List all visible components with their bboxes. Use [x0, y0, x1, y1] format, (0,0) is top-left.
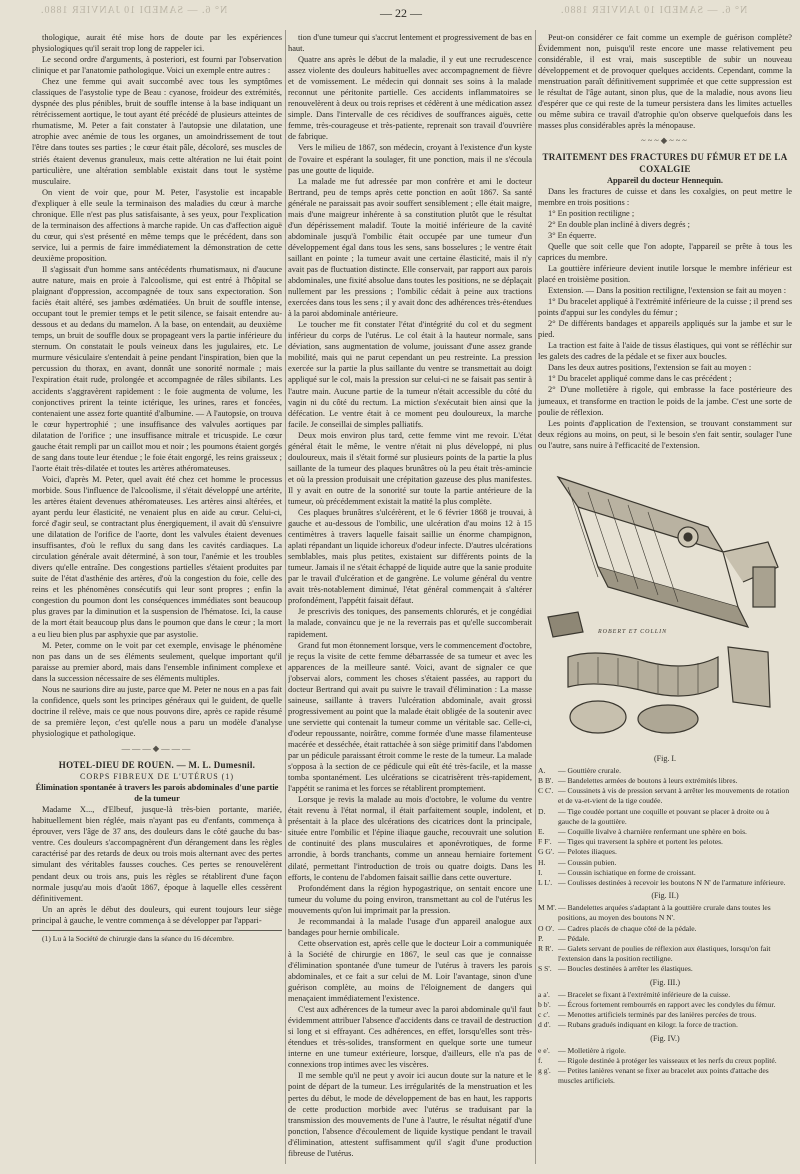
paragraph: Deux mois environ plus tard, cette femme vint me revoir. L'état général était le même, le ventre n'était ni plus développé, ni plus douloureux, mais il s'était formé sur plusieurs points de la partie la plus saillante de la tumeur des plaques brunâtres où la peu était très-amincie et où la pression produisait une crépitation gazeuse des plus manifestes. Il y avait en outre de la sonorité sur toute la partie antérieure de la tumeur, où précédemment existait la matité la plus complète. — [288, 430, 532, 506]
paragraph: 3° En équerre. — [548, 230, 597, 240]
legend-key: D. — [538, 806, 546, 816]
legend-key: M M'. — [538, 903, 557, 913]
legend-key: C C'. — [538, 786, 554, 796]
legend-key: g g'. — [538, 1066, 551, 1075]
paragraph: On vient de voir que, pour M. Peter, l'asystolie est incapable d'expliquer à elle seule la terminaison des maladies du cœur à marche chronique. Elle n'est pas plus satisfaisante, à ses yeux, pour l'explication de la terminaison des affections à marche rapide. Un cas d'affection aiguë du cœur, qui s'est présenté en même temps que le précédent, dans son service, lui a permis de faire immédiatement la démonstration de cette deuxième proposition. — [32, 187, 282, 263]
paragraph: tion d'une tumeur qui s'accrut lentement et progressivement de bas en haut. — [288, 33, 532, 54]
legend-text: — Coussin ischiatique en forme de croissant. — [558, 867, 696, 877]
paragraph: La gouttière inférieure devient inutile lorsque le membre inférieur est placé en troisième position. — [538, 263, 792, 284]
paragraph: Le toucher me fit constater l'état d'intégrité du col et du segment inférieur du corps de l'utérus. Le col était à la hauteur normale, sans déviation, sans augmentation de volume, jouissant d'une assez grande mobilité, mais qui ne parut cependant un peu restreinte. La pression exercée sur la partie la plus saillante du ventre se transmettait au doigt appliqué sur le col, mais la pression sur celui-ci ne se faisait pas sentir à l'autre main. Aucune partie de la tumeur n'était accessible du côté du vagin ni du côté du rectum. La miction s'exécutait bien ainsi que la défécation. Le ventre était à ce moment peu douloureux, la marche facile. Je conseillai de simples palliatifs. — [288, 320, 532, 429]
legend-key: H. — [538, 857, 546, 867]
paragraph: Ces plaques brunâtres s'ulcérèrent, et le 6 février 1868 je trouvai, à gauche et au-dessous de l'ombilic, une ulcération d'au moins 12 à 15 centimètres à travers laquelle faisait saillie un énorme champignon, aplati répandant un liquide ichoreux d'odeur infecte. D'autres ulcérations semblables, mais plus petites, existaient sur différents points de la tumeur. Jamais il ne s'était échappé de liquide autre que la sanie produite par le travail d'ulcération et de gangrène. Le volume général du ventre avait très-notablement diminué, l'état général commençait à s'altérer profondément, l'appétit faisait défaut. — [288, 508, 532, 606]
bleed-through-header: N° 6. — SAMEDI 10 JANVIER 1880. — [40, 5, 228, 16]
article-conclusion — [538, 32, 792, 131]
legend-key: d d'. — [538, 1020, 551, 1030]
legend-text: — Pédale. — [558, 933, 590, 943]
figure-legend — [538, 766, 792, 888]
legend-entry — [538, 964, 792, 974]
figure-legend — [538, 903, 792, 974]
section-subtitle: CORPS FIBREUX DE L'UTÉRUS (1) — [79, 772, 234, 782]
legend-entry — [538, 1056, 792, 1066]
legend-key: a a'. — [538, 989, 550, 999]
legend-text: — Galets servant de poulies de réflexion aux élastiques, lorsqu'on fait l'extension dans la position rectiligne. — [558, 944, 771, 964]
column-middle — [288, 32, 532, 1170]
paragraph: C'est aux adhérences de la tumeur avec la paroi abdominale qu'il faut évidemment attribuer l'absence d'accidents dans ce travail de destruction si long et si effrayant. Ces adhérences, en effet, lorsqu'elles sont très-étendues et très-solides, transforment en quelque sorte une tumeur interne en une tumeur extérieure, lorsque, d'ailleurs, elle n'a pas de connexions trop intimes avec les viscères. — [288, 1005, 532, 1070]
column-right — [538, 32, 792, 1170]
article-subtitle: Appareil du docteur Hennequin. — [606, 175, 724, 185]
article-body-continued — [288, 32, 532, 1159]
legend-text: — Pelotes iliaques. — [558, 847, 617, 857]
paragraph: Extension. — Dans la position rectiligne, l'extension se fait au moyen : — [548, 286, 787, 296]
legend-key: F F'. — [538, 837, 552, 847]
legend-key: c c'. — [538, 1010, 550, 1020]
section-title: HOTEL-DIEU DE ROUEN. — M. L. Dumesnil. — [58, 760, 256, 771]
engraver-credit: ROBERT ET COLLIN — [598, 628, 668, 635]
ornament-divider: ———◆——— — [121, 744, 193, 753]
paragraph: Madame X..., d'Elbeuf, jusque-là très-bien portante, mariée, habituellement bien réglée, mais n'ayant pas eu d'enfants, commença à éprouver, vers l'âge de 37 ans, des douleurs dans le côté gauche du bas-ventre. Ces douleurs s'accompagnèrent d'un dérangement dans les règles caractérisé par des retards de deux ou trois mois alternant avec des pertes simulant des véritables fausses couches. Ces pertes se renouvelèrent pendant deux ou trois ans, puis les règles se rétablirent d'une façon normale jusqu'au mois d'août 1867, époque à laquelle elles cessèrent définitivement. — [32, 805, 282, 903]
legend-key: P. — [538, 933, 544, 943]
legend-entry — [538, 858, 792, 868]
legend-text: — Cadres placés de chaque côté de la pédale. — [558, 923, 697, 933]
legend-key: S S'. — [538, 964, 552, 974]
legend-text: — Tiges qui traversent la sphère et portent les pelotes. — [558, 837, 723, 847]
legend-entry — [538, 1000, 792, 1010]
paragraph: 2° En double plan incliné à divers degrés ; — [548, 219, 690, 229]
figure-legend — [538, 990, 792, 1031]
legend-text: — Molletière à rigole. — [558, 1045, 626, 1055]
page-header — [0, 0, 800, 28]
paragraph: La traction est faite à l'aide de tissus élastiques, qui vont se réfléchir sur les galets des cadres de la pédale et se fixer aux boucles. — [538, 341, 792, 362]
legend-key: I. — [538, 867, 543, 877]
legend-entry — [538, 944, 792, 964]
paragraph: La malade me fut adressée par mon confrère et ami le docteur Bertrand, peu de temps après cette ponction en août 1867. Sa santé générale ne paraissait pas avoir souffert sensiblement ; elle était maigre, mais d'une maigreur inhérente à sa constitution plutôt que le résultat d'un dépérissement maladif. Toute la moitié inférieure de la cavité abdominale jusqu'à l'ombilic était occupée par une tumeur d'un développement égal dans tous les sens, sans bosselures ; le ventre était saillant en pointe ; la tumeur avait une certaine élasticité, mais il n'y avait pas de fluctuation distincte. Elle conservait, par rapport aux parois abdominales, une fixité absolue dans toutes les positions, ne se déplaçait nullement par les pressions ; l'ombilic cédait à peine aux tractions exercées dans tous les sens ; il y avait donc des adhérences très-étendues à la paroi abdominale antérieure. — [288, 176, 532, 319]
paragraph: 2° D'une molletière à rigole, qui embrasse la face postérieure des jumeaux, et transforme en traction le poids de la jambe. C'est une sorte de poulie de réflexion. — [538, 385, 792, 417]
legend-text: — Coussin pubien. — [558, 857, 617, 867]
legend-entry — [538, 924, 792, 934]
legend-text: — Bracelet se fixant à l'extrémité inférieure de la cuisse. — [558, 989, 731, 999]
paragraph: Un an après le début des douleurs, qui eurent toujours leur siège principal à gauche, le ventre commença à se développer par l'appari- — [32, 904, 282, 925]
legend-key: b b'. — [538, 999, 551, 1009]
article-body-peter — [32, 32, 282, 739]
legend-entry — [538, 776, 792, 786]
figure-caption: (Fig. II.) — [651, 891, 679, 901]
article-body-hennequin — [538, 186, 792, 451]
legend-key: R R'. — [538, 944, 554, 954]
legend-entry — [538, 1066, 792, 1086]
figure-caption: (Fig. I. — [654, 753, 676, 763]
legend-entry — [538, 903, 792, 923]
paragraph: Je prescrivis des toniques, des pansements chlorurés, et je congédiai la malade, convaincu que je ne la reverrais pas et qu'elle succomberait rapidement. — [288, 607, 532, 639]
legend-entry — [538, 1010, 792, 1020]
bleed-through-header: N° 6. — SAMEDI 10 JANVIER 1880. — [560, 5, 748, 16]
legend-text: — Petites lanières venant se fixer au bracelet aux points d'attache des muscles artificiels. — [558, 1066, 769, 1086]
legend-entry — [538, 766, 792, 776]
paragraph: Les points d'application de l'extension, se trouvant constamment sur deux régions au moins, on peut, si le besoin s'en fait sentir, soulager l'une ou l'autre, sans nuire à l'efficacité de l'extension. — [538, 418, 792, 450]
legend-entry — [538, 807, 792, 827]
legend-text: — Bandelettes armées de boutons à leurs extrémités libres. — [558, 775, 738, 785]
paragraph: Quatre ans après le début de la maladie, il y eut une recrudescence assez violente des douleurs habituelles avec accompagnement de fièvre et de vomissement. Le médecin qui donnait ses soins à la malade reconnut une péritonite partielle. Ces accidents inflammatoires se renouvelèrent à deux ou trois reprises et cédèrent à une médication assez simple. Dans l'intervalle de ces récidives de souffrances aiguës, cette femme, très-courageuse et très-patiente, reprenait son travail d'ouvrière de fabrique. — [288, 55, 532, 142]
column-rule — [535, 30, 536, 1164]
paragraph: 1° Du bracelet appliqué comme dans le cas précédent ; — [548, 374, 732, 384]
paragraph: Vers le milieu de 1867, son médecin, croyant à l'existence d'un kyste de l'ovaire et espérant la soulager, fit une ponction, mais il ne s'écoula pas une goutte de liquide. — [288, 143, 532, 175]
column-left — [32, 32, 282, 1170]
legend-key: O O'. — [538, 923, 555, 933]
legend-entry — [538, 934, 792, 944]
legend-text: — Tige coudée portant une coquille et pouvant se placer à droite ou à gauche de la gouttière. — [558, 806, 770, 826]
legend-text: — Coussinets à vis de pression servant à arrêter les mouvements de rotation et de va-et-vient de la tige coudée. — [558, 786, 790, 806]
paragraph: Dans les deux autres positions, l'extension se fait au moyen : — [548, 363, 752, 373]
page-number: — 22 — — [380, 6, 422, 20]
column-rule — [285, 30, 286, 1164]
paragraph: Nous ne saurions dire au juste, parce que M. Peter ne nous en a pas fait la confidence, quels sont les principes généraux qui le guident, de quelle doctrine il relève, mais ce que nous pouvons dire, après ce rapide résumé de sa première leçon, c'est qu'elle nous a paru un modèle d'analyse physiologique et pathologique. — [32, 684, 282, 738]
legend-key: G G'. — [538, 847, 555, 857]
legend-text: — Coulisses destinées à recevoir les boutons N N' de l'armature inférieure. — [558, 878, 786, 888]
footnote: (1) Lu à la Société de chirurgie dans la séance du 16 décembre. — [32, 930, 282, 944]
legend-text: — Rigole destinée à protéger les vaisseaux et les nerfs du creux poplité. — [558, 1055, 777, 1065]
article-body-dumesnil — [32, 804, 282, 926]
apparatus-engraving — [538, 457, 792, 747]
paragraph: Profondément dans la région hypogastrique, on sentait encore une tumeur du volume du poing environ, transmettant au col de l'utérus les mouvements qu'on lui imprimait par la pression. — [288, 883, 532, 915]
figure-caption: (Fig. III.) — [650, 977, 680, 987]
paragraph: 2° De différents bandages et appareils appliqués sur la jambe et sur le pied. — [538, 319, 792, 340]
paragraph: M. Peter, comme on le voit par cet exemple, envisage le phénomène non pas dans un de ses éléments seulement, quelque important qu'il paraisse au premier abord, mais dans l'ensemble infiniment complexe et dans la succession nécessaire de ses éléments multiples. — [32, 640, 282, 683]
legend-text: — Gouttière crurale. — [558, 765, 622, 775]
ornament-divider: ~~~◆~~~ — [641, 136, 689, 146]
legend-entry — [538, 837, 792, 847]
legend-text: — Bandelettes arquées s'adaptant à la gouttière crurale dans toutes les positions, au moyen des boutons N N'. — [558, 903, 771, 923]
paragraph: Quelle que soit celle que l'on adopte, l'appareil se prête à tous les caprices du membre. — [538, 241, 792, 262]
paragraph: Le second ordre d'arguments, à posteriori, est fourni par l'observation clinique et par l'anatomie pathologique. Voici un exemple entre autres : — [32, 55, 282, 76]
apparatus-illustration — [538, 457, 792, 747]
legend-text: — Rubans gradués indiquant en kilogr. la force de traction. — [558, 1020, 738, 1030]
paragraph: Voici, d'après M. Peter, quel avait été chez cet homme le processus morbide. Sous l'influence de l'alcoolisme, il s'était développé une artérite, les artères étaient devenues athéromateuses. Les artères ainsi altérées, et ayant perdu leur élasticité, ne venaient plus en aide au cœur. Celui-ci, forcé d'agir seul, se contractant plus énergiquement, il avait dû s'ensuivre une dilatation de l'orifice de l'aorte, dont les valvules étaient devenues insuffisantes, d'où le reflux du sang dans les cavités cardiaques. La circulation générale avait déterminé, à son tour, l'anémie et les troubles divers qu'elle entraîne. Des congestions partielles s'étaient produites par suite de l'état d'asthénie des artères, d'où la congestion du foie, celle des reins et les phénomènes consécutifs qui leur sont propres ; enfin la congestion du poumon dont les conséquences immédiates sont beaucoup plus graves par la diminution et la suspension de l'hématose. Ici, la cause de la mort était beaucoup plus dans le poumon que dans le cœur ; la mort a eu lieu bien plus par asphyxie que par asystolie. — [32, 474, 282, 639]
legend-key: B B'. — [538, 775, 554, 785]
figure-legend — [538, 1046, 792, 1087]
paragraph: Je recommandai à la malade l'usage d'un appareil analogue aux bandages pour hernie ombilicale. — [288, 916, 532, 937]
legend-key: E. — [538, 827, 545, 836]
legend-entry — [538, 1046, 792, 1056]
legend-key: A. — [538, 765, 546, 775]
paragraph: thologique, aurait été mise hors de doute par les expériences physiologiques qu'il serait trop long de rappeler ici. — [32, 33, 282, 54]
figure-caption: (Fig. IV.) — [650, 1033, 680, 1043]
paragraph: Lorsque je revis la malade au mois d'octobre, le volume du ventre était revenu à l'état normal, il était parfaitement souple, indolent, et présentait à la place des ulcérations des cicatrices dont la principale, située entre l'ombilic et l'épine iliaque gauche, recouvrait une solution de continuité des plans musculaires et aponévrotiques, de forme arrondie, à bords tranchants, comme un anneau herniaire fortement dilaté, permettant l'introduction de trois ou quatre doigts. Dans les efforts, le contenu de l'abdomen faisait saillie dans cette ouverture. — [288, 795, 532, 882]
legend-entry — [538, 1020, 792, 1030]
paragraph: 1° En position rectiligne ; — [548, 208, 635, 218]
legend-key: f. — [538, 1055, 543, 1065]
legend-key: e e'. — [538, 1045, 550, 1055]
section-subhead: Élimination spontanée à travers les parois abdominales d'une partie de la tumeur — [35, 783, 279, 804]
paragraph: Il s'agissait d'un homme sans antécédents rhumatismaux, ni d'aucune autre nature, mais en proie à l'alcoolisme, qui est entré à l'hôpital se plaignant d'oppression, accompagnée de toux sans expectoration. Son faciès était altéré, ses jambes œdématiées. Un bruit de souffle intense, occupant tout le premier temps et le petit silence, se faisait entendre au-dessous et au dedans du mamelon. A la base, on entendait, au deuxième temps, un bruit de souffle doux se propageant vers la partie inférieure du sternum. On constatait le pouls veineux dans les jugulaires, etc. Le murmure vésiculaire s'entendait à peine pendant l'inspiration, bien que la percussion du thorax, en avant, donnât une sonorité normale ; mais l'expiration était rude, prolongée et accompagnée de râles sibilants. Les accidents s'aggravèrent rapidement : le foie augmenta de volume, les conjonctives prirent la teinte ictérique, les urines, rares et foncées, contenaient une assez forte quantité d'albumine. — A l'autopsie, on trouva le cœur hypertrophié ; une insuffisance des valvules aortiques par dilatation de l'orifice ; une insuffisance mitrale et tricuspide. Le cœur gauche était rempli par un caillot mou et noir ; les poumons étaient gorgés de sang dans toute leur étendue ; le foie était engorgé, les reins graisseux ; l'aorte était très-dilatée et toutes les artères athéromateuses. — [32, 264, 282, 473]
paragraph: 1° Du bracelet appliqué à l'extrémité inférieure de la cuisse ; il prend ses points d'appui sur les condyles du fémur ; — [538, 297, 792, 318]
paragraph: Cette observation est, après celle que le docteur Loir a communiquée à la Société de chirurgie en 1867, le seul cas que je connaisse d'élimination spontanée d'une tumeur de l'utérus à travers les parois abdominales, et ce fait a sur celui de M. Loir l'avantage, sinon d'une guérison complète, au moins de l'éloignement de dangers qui menaçaient immédiatement l'existence. — [288, 938, 532, 1004]
legend-text: — Boucles destinées à arrêter les élastiques. — [558, 964, 693, 974]
paragraph: Grand fut mon étonnement lorsque, vers le commencement d'octobre, je reçus la visite de cette femme débarrassée de sa tumeur et avec les apparences de la meilleure santé. Voici, avant de signaler ce que j'observai alors, comment les choses s'étaient passées, au rapport du docteur Bertrand qui avait pu suivre le travail d'élimination : La masse saineuse, saillante à travers l'ulcération abdominale, avait grossi progressivement au point que la malade était obligée de la soutenir avec une serviette qui contenait la tumeur comme un véritable sac. Celle-ci, d'odeur repoussante, noirâtre, comme formée d'une masse filamenteuse macérée et desséchée, était rattachée à son siège primitif dans l'abdomen par un pédicule paraissant étroit comme le reste de la tumeur. La malade s'opposa à la section de ce pédicule qui eût été très-facile, et la masse tomba spontanément. Les ulcérations se cicatrisèrent très-rapidement, l'appétit se ranima et les forces se rétablirent promptement. — [288, 640, 532, 794]
legend-key: L L'. — [538, 878, 553, 888]
legend-text: — Écrous fortement rembourrés en rapport avec les condyles du fémur. — [558, 999, 776, 1009]
legend-entry — [538, 868, 792, 878]
legend-text: — Menottes artificiels terminés par des lanières percées de trous. — [558, 1010, 757, 1020]
legend-entry — [538, 990, 792, 1000]
paragraph: Peut-on considérer ce fait comme un exemple de guérison complète? Évidemment non, puisqu'il reste encore une masse relativement peu considérable, il est vrai, mais susceptible de subir un nouveau développement et de provoquer quelques accidents. Cependant, comme la menstruation paraît définitivement supprimée et que cette suppression est le résultat de l'âge autant, sinon plus, que de la maladie, nous avons lieu d'espérer que ce qui reste de la tumeur persistera dans les limites actuelles ou même subira ce travail d'atrophie qu'on observe quelquefois dans les masses plus considérables après la ménopause. — [538, 33, 792, 131]
legend-entry — [538, 847, 792, 857]
paragraph: Il me semble qu'il ne peut y avoir ici aucun doute sur la nature et le point de départ de la tumeur. Les irrégularités de la menstruation et les pertes du début, le mode de développement de bas en haut, les rapports de cette production morbide avec l'utérus se traduisant par la transmission des mouvements de l'une à l'autre, le résultat négatif d'une ponction, l'absence d'écoulement de liquide kystique pendant le travail d'élimination, attestent suffisamment qu'il s'agit d'une production fibreuse de l'utérus. — [288, 1071, 532, 1158]
article-title: TRAITEMENT DES FRACTURES DU FÉMUR ET DE LA COXALGIE — [542, 152, 788, 174]
legend-entry — [538, 827, 792, 837]
paragraph: Chez une femme qui avait succombé avec tous les symptômes classiques de l'asystolie type de Beau : cyanose, froideur des extrémités, dyspnée des plus pénibles, bruit de souffle intense à la base indiquant un rétrécissement aortique, le tout ayant été précédé de plusieurs atteintes de rhumatisme, M. Peter a fait constater à l'autopsie une dilatation, une atrophie avec anémie de tous les organes, un amoindrissement de tout l'être dans toutes ses parties ; le cœur était pâle, décoloré, ses muscles de striés étaient devenus granuleux, mais cette altération ne lui était point particulière, une altération semblable existait dans tout le système musculaire. — [32, 77, 282, 186]
paragraph: Dans les fractures de cuisse et dans les coxalgies, on peut mettre le membre en trois positions : — [538, 186, 792, 207]
legend-text: — Coquille livalve à charnière renfermant une sphère en bois. — [558, 827, 747, 836]
legend-entry — [538, 878, 792, 888]
legend-entry — [538, 786, 792, 806]
